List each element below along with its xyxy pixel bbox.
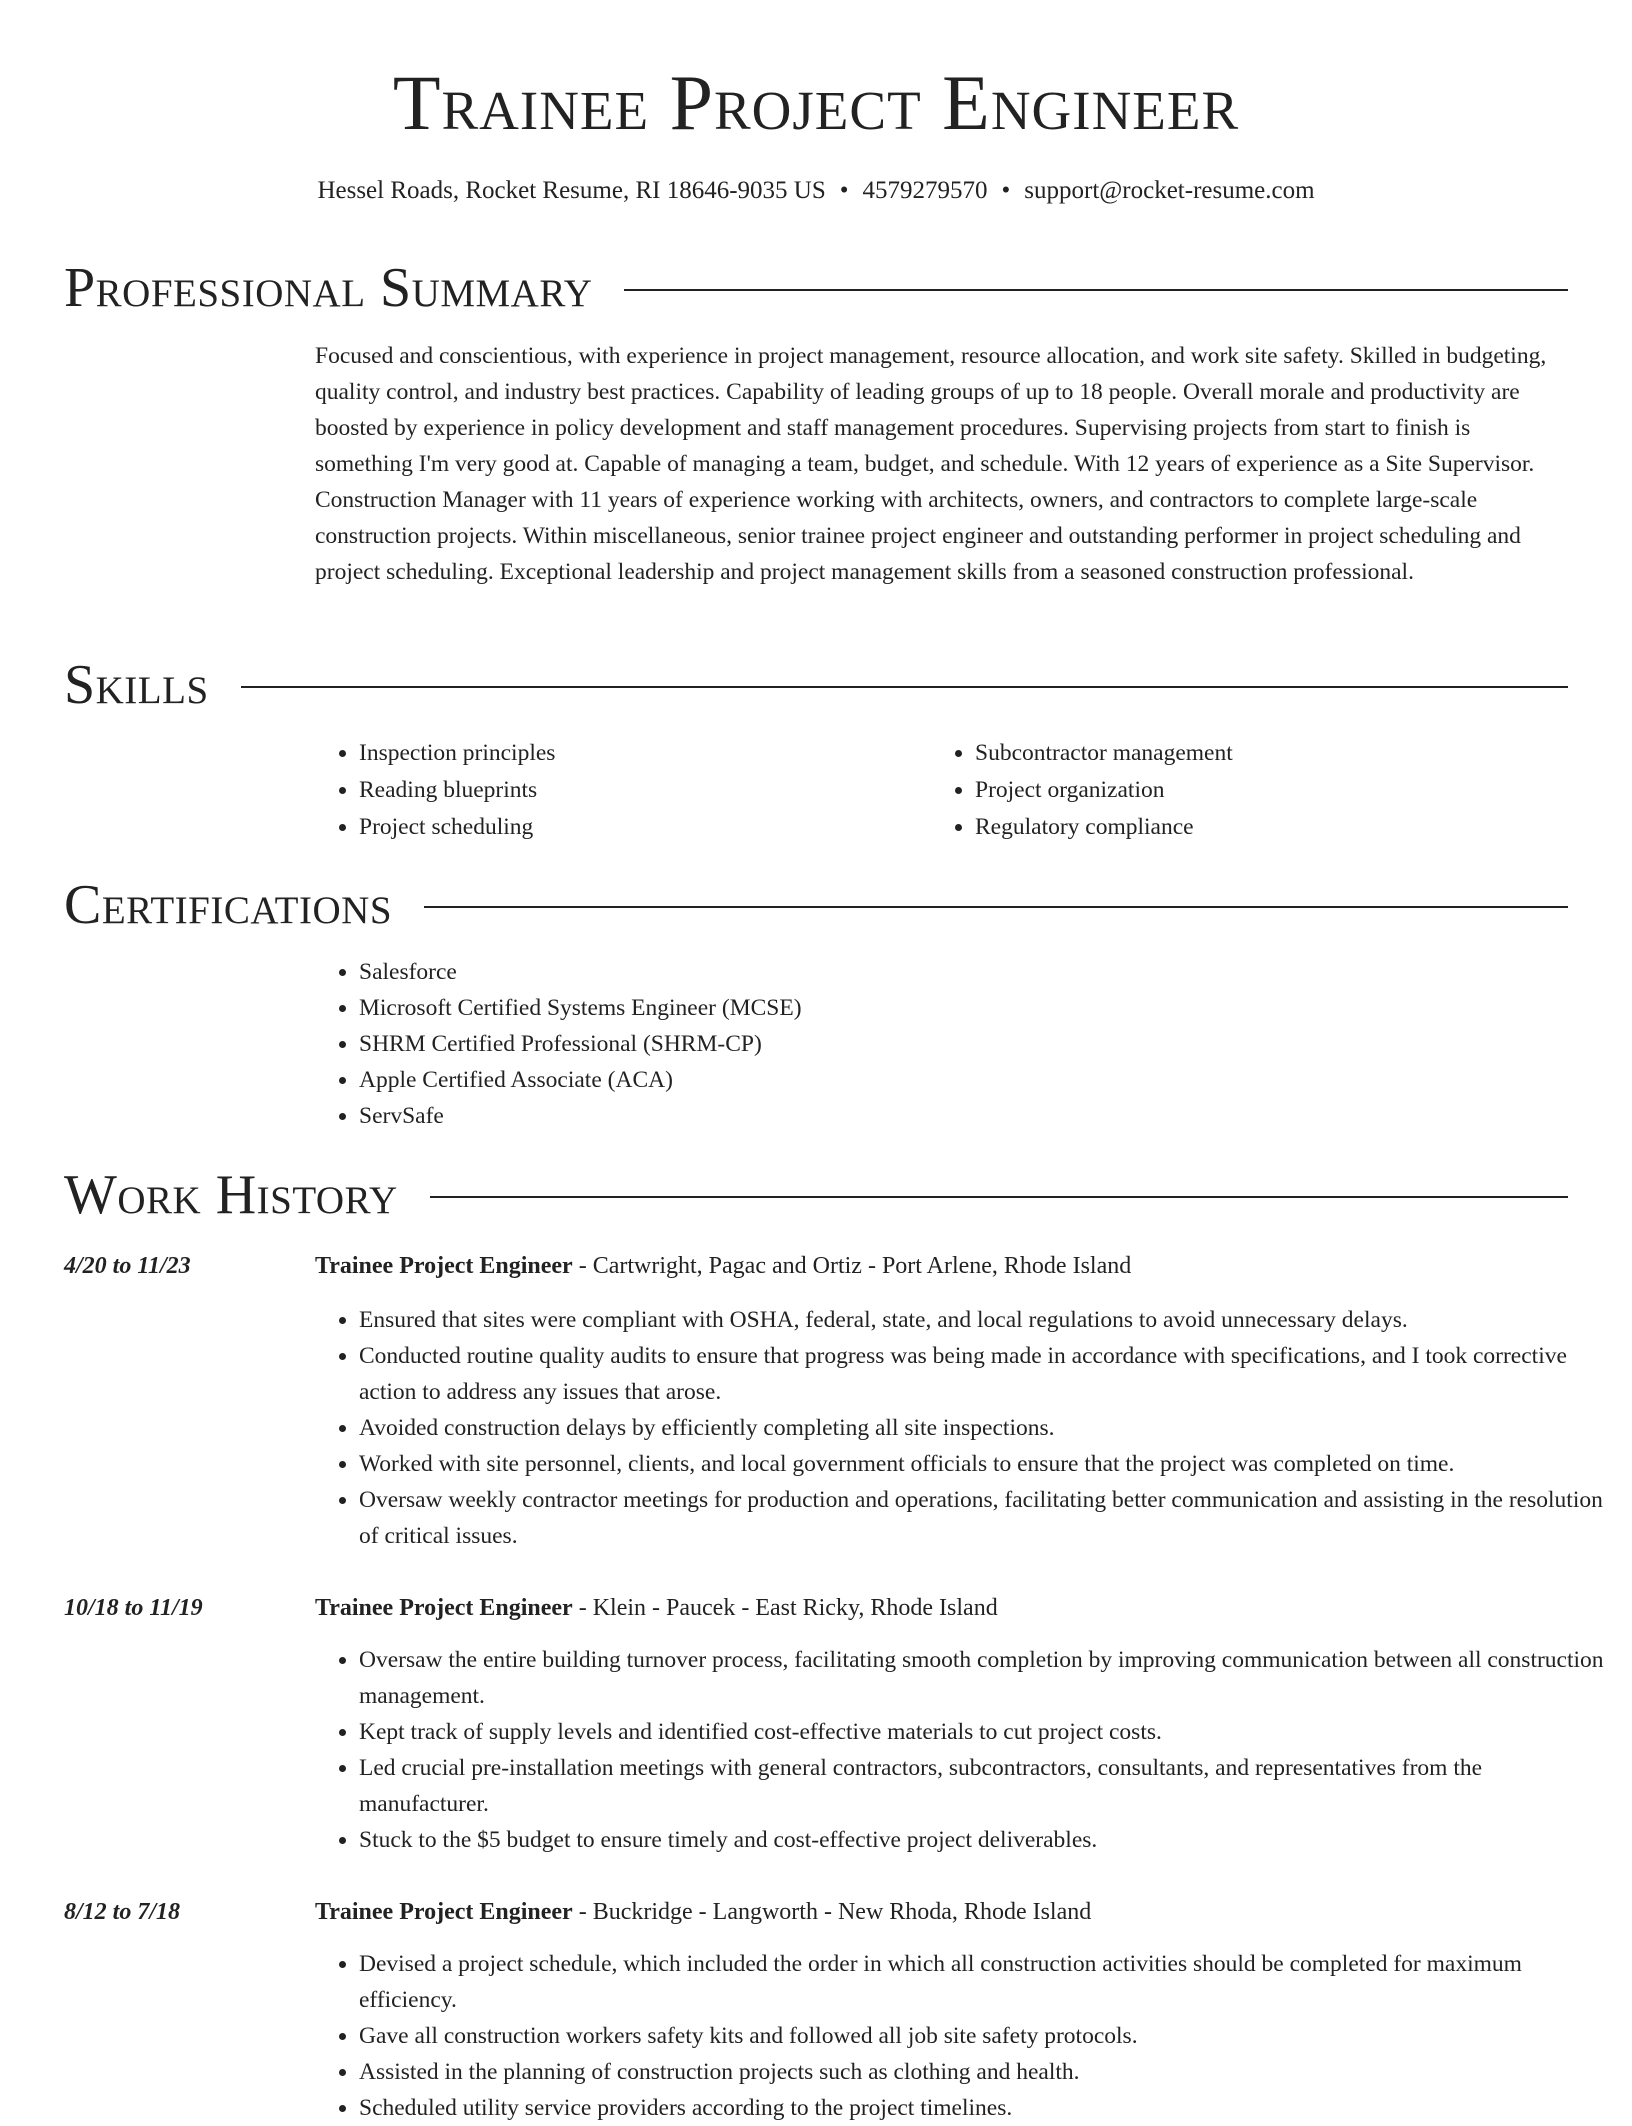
job-bullets	[315, 1642, 1612, 1858]
contact-separator: •	[1001, 177, 1011, 204]
skill-item: • Reading blueprints	[359, 772, 929, 809]
job-bullets	[315, 1302, 1612, 1554]
job-dates: 10/18 to 11/19	[64, 1595, 203, 1621]
job-role: Trainee Project Engineer	[315, 1253, 573, 1279]
certification-item: • SHRM Certified Professional (SHRM-CP)	[359, 1026, 1612, 1062]
skill-item: • Inspection principles	[359, 735, 929, 772]
job-bullet: • Stuck to the $5 budget to ensure timely and cost-effective project deliverables.	[359, 1822, 1612, 1858]
job-bullet: • Gave all construction workers safety kits and followed all job site safety protocols.	[359, 2018, 1612, 2054]
job-bullet: • Oversaw weekly contractor meetings for production and operations, facilitating better communication and assisting in the resolution of critical issues.	[359, 1482, 1612, 1554]
job-bullet: • Conducted routine quality audits to ensure that progress was being made in accordance with specifications, and I took corrective action to address any issues that arose.	[359, 1338, 1612, 1410]
job-dates: 8/12 to 7/18	[64, 1899, 181, 1925]
section-divider	[241, 686, 1568, 688]
certification-item: • ServSafe	[359, 1098, 1612, 1134]
job-title-line	[315, 1248, 1568, 1284]
section-divider	[624, 289, 1568, 291]
job-role: Trainee Project Engineer	[315, 1595, 573, 1621]
job-dates: 4/20 to 11/23	[64, 1253, 191, 1279]
job-bullets	[315, 1946, 1612, 2126]
job-title-line	[315, 1590, 1568, 1626]
certification-item: • Apple Certified Associate (ACA)	[359, 1062, 1612, 1098]
resume-name: Trainee Project Engineer	[392, 59, 1240, 146]
job-bullet: • Ensured that sites were compliant with OSHA, federal, state, and local regulations to avoid unnecessary delays.	[359, 1302, 1612, 1338]
work-history-heading: Work History	[64, 1164, 398, 1226]
summary-section-header	[64, 257, 1568, 319]
skills-list-right	[931, 735, 1605, 846]
skill-item: • Regulatory compliance	[975, 809, 1605, 846]
skills-list-left	[315, 735, 929, 846]
job-bullet: • Kept track of supply levels and identified cost-effective materials to cut project costs.	[359, 1714, 1612, 1750]
job-employer: - Cartwright, Pagac and Ortiz - Port Arlene, Rhode Island	[572, 1253, 1132, 1279]
certifications-section-header	[64, 874, 1568, 936]
skills-section-header	[64, 654, 1568, 716]
job-employer: - Klein - Paucek - East Ricky, Rhode Island	[572, 1595, 998, 1621]
job-bullet: • Led crucial pre-installation meetings with general contractors, subcontractors, consultants, and representatives from the manufacturer.	[359, 1750, 1612, 1822]
skill-item: • Project organization	[975, 772, 1605, 809]
job-title-line	[315, 1894, 1568, 1930]
contact-address: Hessel Roads, Rocket Resume, RI 18646-9035 US	[317, 177, 826, 204]
summary-text: Focused and conscientious, with experience in project management, resource allocation, and work site safety. Skilled in budgeting, quality control, and industry best practices. Capability of leading groups of up to 18 people. Overall morale and productivity are boosted by experience in policy development and staff management procedures. Supervising projects from start to finish is something I'm very good at. Capable of managing a team, budget, and schedule. With 12 years of experience as a Site Supervisor. Construction Manager with 11 years of experience working with architects, owners, and contractors to complete large-scale construction projects. Within miscellaneous, senior trainee project engineer and outstanding performer in project scheduling and project scheduling. Exceptional leadership and project management skills from a seasoned construction professional.	[315, 343, 1547, 585]
contact-email: support@rocket-resume.com	[1024, 177, 1315, 204]
section-divider	[430, 1196, 1568, 1198]
contact-separator: •	[839, 177, 849, 204]
skills-heading: Skills	[64, 654, 209, 716]
certification-item: • Microsoft Certified Systems Engineer (MCSE)	[359, 990, 1612, 1026]
job-bullet: • Devised a project schedule, which included the order in which all construction activities should be completed for maximum efficiency.	[359, 1946, 1612, 2018]
job-role: Trainee Project Engineer	[315, 1899, 573, 1925]
skill-item: • Project scheduling	[359, 809, 929, 846]
job-employer: - Buckridge - Langworth - New Rhoda, Rhode Island	[572, 1899, 1092, 1925]
certifications-list	[315, 954, 1612, 1134]
summary-heading: Professional Summary	[64, 257, 593, 319]
skill-item: • Subcontractor management	[975, 735, 1605, 772]
section-divider	[424, 906, 1568, 908]
work-history-section-header	[64, 1164, 1568, 1226]
contact-line	[0, 174, 1632, 208]
certification-item: • Salesforce	[359, 954, 1612, 990]
certifications-heading: Certifications	[64, 874, 393, 936]
contact-phone: 4579279570	[862, 177, 988, 204]
job-bullet: • Avoided construction delays by efficiently completing all site inspections.	[359, 1410, 1612, 1446]
job-bullet: • Worked with site personnel, clients, and local government officials to ensure that the project was completed on time.	[359, 1446, 1612, 1482]
job-bullet: • Scheduled utility service providers according to the project timelines.	[359, 2090, 1612, 2126]
job-bullet: • Assisted in the planning of construction projects such as clothing and health.	[359, 2054, 1612, 2090]
job-bullet: • Oversaw the entire building turnover process, facilitating smooth completion by improving communication between all construction management.	[359, 1642, 1612, 1714]
